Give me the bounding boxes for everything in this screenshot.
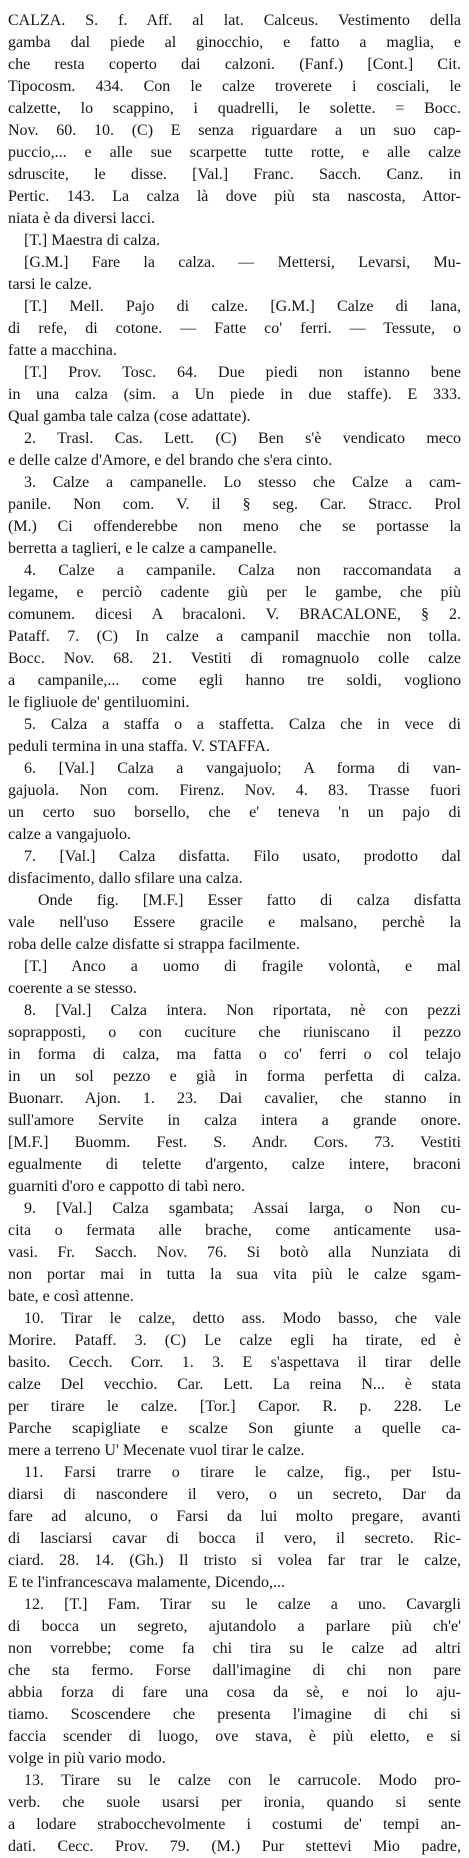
text-line: a campanile,... come egli hanno tre soldi, vogliono (8, 672, 461, 689)
text-line: soprapposti, o con cuciture che riuniscano il pezzo (8, 1024, 461, 1041)
text-line: [T.] Anco a uomo di fragile volontà, e mal (24, 958, 461, 975)
text-line: sull'amore Servite in calza intera a grande onore. (8, 1112, 461, 1129)
sense-13 (8, 1770, 461, 1858)
text-line: fare ad alcuno, o Farsi da lui molto pregare, avanti (8, 1508, 461, 1525)
text-line: 11. Farsi trarre o tirare le calze, fig., per Istu- (24, 1464, 461, 1481)
text-line: di refe, di cotone. — Fatte co' ferri. — Tessute, o (8, 320, 461, 337)
text-line: abbia forza di fare una cosa da sè, e noi lo aju- (8, 1684, 461, 1701)
text-line: 2. Trasl. Cas. Lett. (C) Ben s'è vendicato meco (24, 430, 461, 447)
subentry-fare-la-calza (8, 252, 461, 296)
text-line: cita o fermata alle brache, come anticamente usa- (8, 1222, 461, 1239)
text-line: guarniti d'oro e cappotto di tabì nero. (8, 1178, 246, 1195)
text-line: Tipocosm. 434. Con le calze troverete i cosciali, le (8, 78, 461, 95)
text-line: faccia scender di luogo, ove stava, è più eletto, e si (8, 1728, 461, 1745)
sense-7-figurative (8, 890, 461, 956)
text-line: che resta coperto dai calzoni. (Fanf.) [Cont.] Cit. (8, 56, 461, 73)
text-line: 9. [Val.] Calza sgambata; Assai larga, o Non cu- (24, 1200, 461, 1217)
text-line: Pertic. 143. La calza là dove più sta nascosta, Attor- (8, 188, 461, 205)
sense-8 (8, 1000, 461, 1198)
text-line: gajuola. Non com. Firenz. Nov. 4. 83. Trasse fuori (8, 782, 461, 799)
text-line: volge in più vario modo. (8, 1750, 166, 1767)
text-line: Parche scapigliate e scalze Son giunte a quelle ca- (8, 1420, 461, 1437)
sense-4 (8, 560, 461, 714)
text-line: tiamo. Scoscendere che presenta l'imagine di chi si (8, 1706, 461, 1723)
text-line: 12. [T.] Fam. Tirar su le calze a uno. Cavargli (24, 1596, 461, 1613)
text-line: CALZA. S. f. Aff. al lat. Calceus. Vestimento della (8, 12, 461, 29)
text-line: roba delle calze disfatte si strappa facilmente. (8, 936, 300, 953)
subentry-maestra (8, 230, 461, 252)
entry-calza-intro (8, 10, 461, 230)
text-line: in un sol pezzo e già in forma perfetta di calza. (8, 1068, 461, 1085)
text-line: 3. Calze a campanelle. Lo stesso che Calze a cam- (24, 474, 461, 491)
text-line: 6. [Val.] Calza a vangajuolo; A forma di van- (24, 760, 461, 777)
text-line: in forma di calza, ma fatta o co' ferri o col telajo (8, 1046, 461, 1063)
text-line: le figliuole de' gentiluomini. (8, 694, 190, 711)
sense-6 (8, 758, 461, 846)
text-line: [T.] Prov. Tosc. 64. Due piedi non istanno bene (24, 364, 461, 381)
text-line: non portar mai in tutta la sua vita più le calze sgam- (8, 1266, 461, 1283)
text-line: comunem. dicesi A bracaloni. V. BRACALONE, § 2. (8, 606, 461, 623)
text-line: tarsi le calze. (8, 276, 92, 293)
text-line: un certo suo borsello, che e' teneva 'n un pajo di (8, 804, 461, 821)
sense-2 (8, 428, 461, 472)
text-line: E te l'infrancescava malamente, Dicendo,... (8, 1574, 285, 1591)
text-line: basito. Cecch. Corr. 1. 3. E s'aspettava il tirar delle (8, 1354, 461, 1371)
sense-7-note (8, 956, 461, 1000)
text-line: verb. che suole usarsi per ironia, quando si sente (8, 1794, 461, 1811)
text-line: peduli termina in una staffa. V. STAFFA. (8, 738, 270, 755)
text-line: Pataff. 7. (C) In calze a campanil macchie non tolla. (8, 628, 461, 645)
sense-12 (8, 1594, 461, 1770)
sense-11 (8, 1462, 461, 1594)
text-line: ciard. 28. 14. (Gh.) Il tristo si volea far trar le calze, (8, 1552, 461, 1569)
text-line: 4. Calze a campanile. Calza non raccomandata a (24, 562, 461, 579)
text-line: puccio,... e alle sue scarpette tutte rotte, e alle calze (8, 144, 461, 161)
text-line: 10. Tirar le calze, detto ass. Modo basso, che vale (24, 1310, 461, 1327)
text-line: mere a terreno U' Mecenate vuol tirar le calze. (8, 1442, 305, 1459)
text-line: che sta fermo. Forse dall'imagine di chi non pare (8, 1662, 461, 1679)
subentry-prov-tosc (8, 362, 461, 428)
text-line: gamba dal piede al ginocchio, e fatto a maglia, e (8, 34, 461, 51)
text-line: non vorrebbe; come fa chi tira su le calze ad altri (8, 1640, 461, 1657)
text-line: 8. [Val.] Calza intera. Non riportata, nè con pezzi (24, 1002, 461, 1019)
text-line: niata è da diversi lacci. (8, 210, 156, 227)
sense-3 (8, 472, 461, 560)
sense-9 (8, 1198, 461, 1308)
text-line: Bocc. Nov. 68. 21. Vestiti di romagnuolo colle calze (8, 650, 461, 667)
text-line: [T.] Mell. Pajo di calze. [G.M.] Calze di lana, (24, 298, 461, 315)
text-line: Buonarr. Ajon. 1. 23. Dai cavalier, che stanno in (8, 1090, 461, 1107)
text-line: berretta a taglieri, e le calze a campanelle. (8, 540, 277, 557)
text-line: [M.F.] Buomm. Fest. S. Andr. Cors. 73. Vestiti (8, 1134, 461, 1151)
text-line: calzette, lo scappino, i quadrelli, le solette. = Bocc. (8, 100, 461, 117)
text-line: a lodare strabocchevolmente i costumi de' tempi an- (8, 1816, 461, 1833)
text-line: e delle calze d'Amore, e del brando che s'era cinto. (8, 452, 333, 469)
text-line: in una calza (sim. a Un piede in due staffe). E 333. (8, 386, 461, 403)
text-line: vale nell'uso Essere gracile e malsano, perchè la (8, 914, 461, 931)
text-line: 7. [Val.] Calza disfatta. Filo usato, prodotto dal (24, 848, 461, 865)
text-line: [G.M.] Fare la calza. — Mettersi, Levarsi, Mu- (24, 254, 461, 271)
text-line: [T.] Maestra di calza. (24, 232, 161, 249)
text-line: sdruscite, le disse. [Val.] Franc. Sacch. Canz. in (8, 166, 461, 183)
subentry-pajo-di-calze (8, 296, 461, 362)
text-line: bate, e così attenne. (8, 1288, 134, 1305)
text-line: calze Del vecchio. Car. Lett. La reina N... è stata (8, 1376, 461, 1393)
text-line: vasi. Fr. Sacch. Nov. 76. Si botò alla Nunziata di (8, 1244, 461, 1261)
text-line: 13. Tirare su le calze con le carrucole. Modo pro- (24, 1772, 461, 1789)
text-line: Nov. 60. 10. (C) E senza riguardare a un suo cap- (8, 122, 461, 139)
text-line: (M.) Ci offenderebbe non meno che se portasse la (8, 518, 461, 535)
text-line: panile. Non com. V. il § seg. Car. Stracc. Prol (8, 496, 461, 513)
sense-7 (8, 846, 461, 890)
sense-10 (8, 1308, 461, 1462)
text-line: per tirare le calze. [Tor.] Capor. R. p. 228. Le (8, 1398, 461, 1415)
text-line: calze a vangajuolo. (8, 826, 132, 843)
text-line: diarsi di nascondere il vero, o un secreto, Dar da (8, 1486, 461, 1503)
sense-5 (8, 714, 461, 758)
text-line: coerente a se stesso. (8, 980, 137, 997)
text-line: di lasciarsi cavar di bocca il vero, il secreto. Ric- (8, 1530, 461, 1547)
text-line: Qual gamba tale calza (cose adattate). (8, 408, 251, 425)
text-line: Morire. Pataff. 3. (C) Le calze egli ha tirate, ed è (8, 1332, 461, 1349)
text-line: dati. Cecc. Prov. 79. (M.) Pur stettevi Mio padre, (8, 1838, 461, 1855)
text-line: egualmente di telette d'argento, calze intere, braconi (8, 1156, 461, 1173)
text-line: Onde fig. [M.F.] Esser fatto di calza disfatta (38, 892, 461, 909)
text-line: disfacimento, dallo sfilare una calza. (8, 870, 243, 887)
text-line: 5. Calza a staffa o a staffetta. Calza che in vece di (24, 716, 461, 733)
text-line: fatte a macchina. (8, 342, 117, 359)
text-line: legame, e perciò cadente giù per le gambe, che più (8, 584, 461, 601)
text-line: di bocca un segreto, ajutandolo a parlare più ch'e' (8, 1618, 461, 1635)
